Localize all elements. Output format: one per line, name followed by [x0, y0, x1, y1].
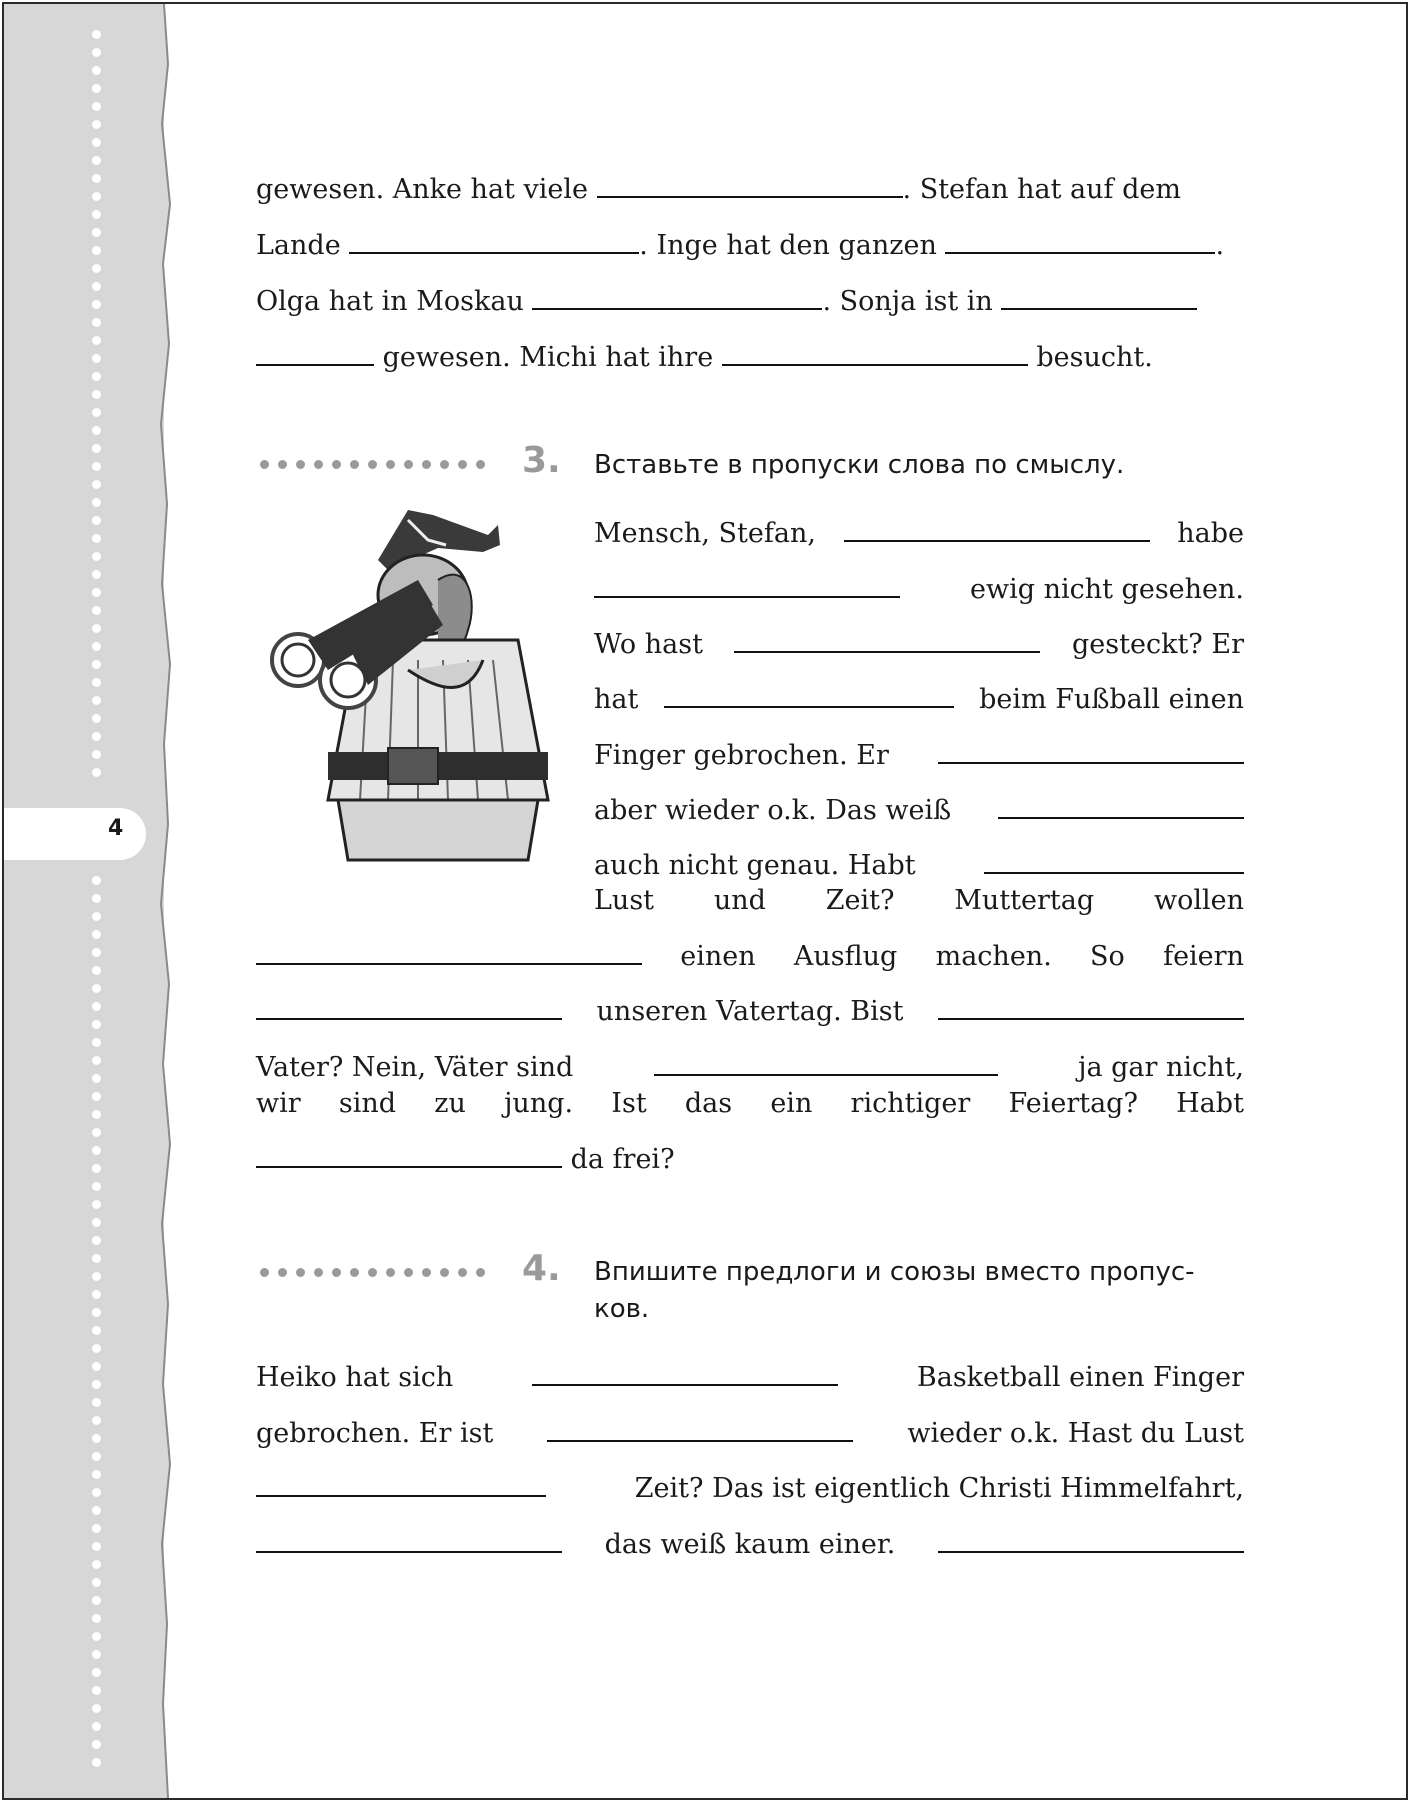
- text-line: da frei?: [256, 1144, 675, 1176]
- text-line: einen Ausflug machen. So feiern: [256, 941, 1244, 973]
- blank-field[interactable]: [664, 684, 954, 708]
- blank-field[interactable]: [256, 996, 562, 1020]
- blank-field[interactable]: [998, 795, 1244, 819]
- text-line: gewesen. Anke hat viele . Stefan hat auf dem: [256, 174, 1181, 205]
- text-line: wir sind zu jung. Ist das ein richtiger Feiertag? Habt: [256, 1088, 1244, 1119]
- blank-field[interactable]: [532, 1362, 838, 1386]
- text-line: hat beim Fußball einen: [594, 684, 1244, 715]
- text-line: gebrochen. Er ist wieder o.k. Hast du Lust: [256, 1418, 1244, 1449]
- blank-field[interactable]: [256, 342, 374, 366]
- task-3-instruction: Вставьте в пропуски слова по смыслу.: [594, 450, 1125, 480]
- blank-field[interactable]: [938, 996, 1244, 1020]
- man-with-binoculars-illustration: [268, 500, 568, 870]
- text-line: unseren Vatertag. Bist: [256, 996, 1244, 1028]
- text-line: Mensch, Stefan, habe: [594, 518, 1244, 549]
- blank-field[interactable]: [938, 1529, 1244, 1553]
- blank-field[interactable]: [722, 342, 1028, 366]
- text-line: aber wieder o.k. Das weiß: [594, 795, 1244, 827]
- blank-field[interactable]: [984, 850, 1244, 874]
- blank-field[interactable]: [844, 518, 1150, 542]
- text-line: Olga hat in Moskau . Sonja ist in: [256, 286, 1197, 318]
- text-line: Heiko hat sich Basketball einen Finger: [256, 1362, 1244, 1393]
- task-4-instruction-line2: ков.: [594, 1294, 650, 1324]
- page-number: 4: [108, 816, 124, 841]
- text-line: auch nicht genau. Habt: [594, 850, 1244, 882]
- blank-field[interactable]: [256, 1144, 562, 1168]
- blank-field[interactable]: [256, 941, 642, 965]
- text-line: Lust und Zeit? Muttertag wollen: [594, 885, 1244, 916]
- task-4-dots: [260, 1268, 485, 1277]
- text-line: Vater? Nein, Väter sind ja gar nicht,: [256, 1052, 1244, 1083]
- blank-field[interactable]: [597, 174, 903, 198]
- blank-field[interactable]: [1001, 286, 1197, 310]
- blank-field[interactable]: [945, 230, 1215, 254]
- blank-field[interactable]: [256, 1529, 562, 1553]
- task-4-number: 4.: [522, 1248, 561, 1289]
- task-3-dots: [260, 460, 485, 469]
- blank-field[interactable]: [594, 574, 900, 598]
- text-line: gewesen. Michi hat ihre besucht.: [256, 342, 1153, 374]
- text-line: Lande . Inge hat den ganzen .: [256, 230, 1225, 261]
- blank-field[interactable]: [547, 1418, 853, 1442]
- blank-field[interactable]: [654, 1052, 998, 1076]
- blank-field[interactable]: [734, 629, 1040, 653]
- text-line: das weiß kaum einer.: [256, 1529, 1244, 1561]
- task-4-instruction-line1: Впишите предлоги и союзы вместо пропус-: [594, 1257, 1195, 1287]
- blank-field[interactable]: [256, 1473, 546, 1497]
- text-line: ewig nicht gesehen.: [594, 574, 1244, 606]
- text-line: Finger gebrochen. Er: [594, 740, 1244, 772]
- blank-field[interactable]: [938, 740, 1244, 764]
- text-line: Zeit? Das ist eigentlich Christi Himmelfahrt,: [256, 1473, 1244, 1505]
- blank-field[interactable]: [349, 230, 639, 254]
- text-line: Wo hast gesteckt? Er: [594, 629, 1244, 660]
- task-3-number: 3.: [522, 440, 561, 481]
- blank-field[interactable]: [532, 286, 822, 310]
